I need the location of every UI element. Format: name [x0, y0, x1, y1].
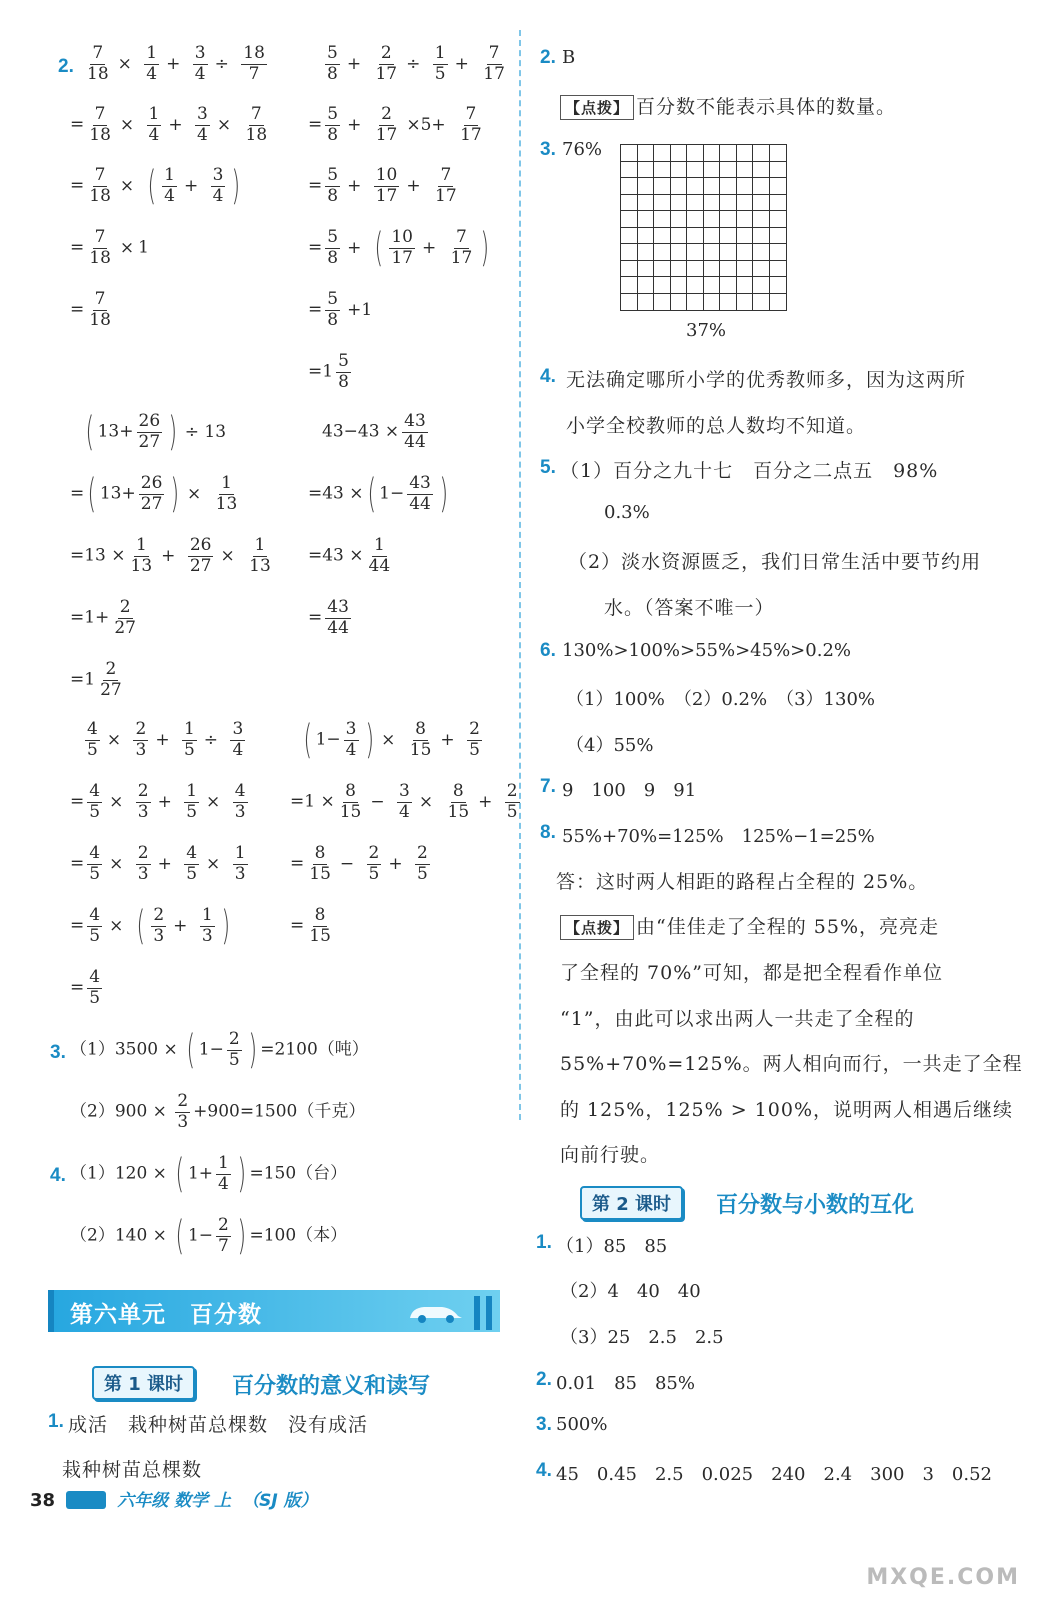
book-edition: （SJ 版） [242, 1491, 318, 1511]
grid-cell [753, 228, 770, 245]
brand-logo-icon [66, 1491, 106, 1509]
calc-e-line4: = $\frac{4}{5}$ × ( $\frac{2}{3}$ + $\frac{1}{3}$ ) [70, 903, 230, 950]
grid-cell [638, 277, 655, 294]
grid-cell [770, 211, 787, 228]
grid-cell [737, 244, 754, 261]
grid-cell [753, 277, 770, 294]
calc-f-line4: = $\frac{8}{15}$ [290, 905, 331, 946]
grid-cell [671, 195, 688, 212]
grid-cell [638, 261, 655, 278]
grid-cell [654, 162, 671, 179]
calc-b-line1: $\frac{5}{8}$ + $\frac{2}{17}$ ÷ $\frac{1}{5}$ + $\frac{7}{17}$ [327, 43, 505, 84]
question-4-label: 4. [50, 1165, 66, 1186]
grid-cell [654, 228, 671, 245]
answer-3-text: 76% [562, 139, 603, 160]
grid-cell [671, 261, 688, 278]
grid-cell [687, 277, 704, 294]
grid-cell [654, 211, 671, 228]
answer-5-label: 5. [540, 457, 556, 478]
lesson2-answer-1-line2: （2）4 40 40 [560, 1281, 701, 1302]
grid-cell [687, 195, 704, 212]
grid-cell [770, 294, 787, 311]
grid-cell [704, 162, 721, 179]
grid-cell [753, 211, 770, 228]
grid-cell [770, 195, 787, 212]
question-3-label: 3. [50, 1042, 66, 1063]
grid-cell [654, 195, 671, 212]
grid-cell [753, 162, 770, 179]
calc-d-line4: = $\frac{43}{44}$ [308, 597, 349, 638]
grid-cell [654, 145, 671, 162]
grid-cell [638, 178, 655, 195]
answer-6-line2: （1）100% （2）0.2% （3）130% [566, 689, 876, 710]
answer-8-tip-line1: 【点拨】 由“佳佳走了全程的 55%，亮亮走 [560, 912, 939, 940]
calc-a-line5: = $\frac{7}{18}$ [70, 289, 111, 330]
answer-4-label: 4. [540, 366, 556, 387]
grid-cell [753, 261, 770, 278]
calc-f-line3: = $\frac{8}{15}$ − $\frac{2}{5}$ + $\frac{2}{5}$ [290, 843, 428, 884]
grid-cell [704, 178, 721, 195]
lesson2-answer-3-text: 500% [556, 1414, 608, 1435]
answer-8-tip-line6: 向前行驶。 [560, 1144, 661, 1166]
q3-part2: （2）900 × $\frac{2}{3}$ +900=1500（千克） [70, 1091, 366, 1132]
grid-cell [720, 211, 737, 228]
calc-a-line1: $\frac{7}{18}$ × $\frac{1}{4}$ + $\frac{3}{4}$ ÷ $\frac{18}{7}$ [87, 43, 265, 84]
grid-cell [720, 145, 737, 162]
grid-cell [621, 195, 638, 212]
calc-d-line2: =43 ×( 1− $\frac{43}{44}$ ) [308, 471, 448, 518]
grid-cell [737, 211, 754, 228]
answer-5-line2: 0.3% [604, 502, 650, 523]
answer-5-line3: （2）淡水资源匮乏，我们日常生活中要节约用 [568, 551, 982, 573]
question-2-label: 2. [58, 56, 74, 77]
answer-2-text: B [562, 47, 576, 68]
unit-title: 第六单元 百分数 [70, 1302, 262, 1328]
grid-cell [720, 178, 737, 195]
lesson-1-title: 百分数的意义和读写 [232, 1374, 431, 1399]
book-title: 六年级 数学 上 [117, 1491, 232, 1511]
grid-cell [621, 294, 638, 311]
grid-cell [770, 228, 787, 245]
grid-cell [737, 228, 754, 245]
answer-4-line1: 无法确定哪所小学的优秀教师多，因为这两所 [566, 369, 967, 391]
answer-7-text: 9 100 9 91 [562, 780, 697, 801]
grid-cell [704, 211, 721, 228]
calc-a-line4: = $\frac{7}{18}$ × 1 [70, 227, 149, 268]
grid-cell [770, 178, 787, 195]
grid-cell [753, 244, 770, 261]
grid-cell [654, 294, 671, 311]
calc-b-line5: = $\frac{5}{8}$ +1 [308, 289, 373, 330]
calc-b-line6: =1 $\frac{5}{8}$ [308, 351, 349, 392]
grid-cell [621, 211, 638, 228]
grid-cell [621, 162, 638, 179]
lesson2-answer-2-label: 2. [536, 1369, 552, 1390]
answer-8-text: 55%+70%=125% 125%−1=25% [562, 826, 875, 847]
grid-cell [671, 178, 688, 195]
lesson2-answer-4-label: 4. [536, 1460, 552, 1481]
lesson2-answer-1-line3: （3）25 2.5 2.5 [560, 1327, 724, 1348]
calc-e-line2: = $\frac{4}{5}$ × $\frac{2}{3}$ + $\frac{1}{5}$ × $\frac{4}{3}$ [70, 781, 246, 822]
grid-cell [770, 277, 787, 294]
answer-6-label: 6. [540, 640, 556, 661]
answer-2-tip: 【点拨】 百分数不能表示具体的数量。 [560, 92, 896, 120]
grid-cell [704, 277, 721, 294]
grid-caption: 37% [686, 320, 727, 341]
calc-c-line5: =1 $\frac{2}{27}$ [70, 659, 122, 700]
answer-8-tip-line4: 55%+70%=125%。两人相向而行，一共走了全程 [560, 1053, 1023, 1075]
answer-3-label: 3. [540, 139, 556, 160]
grid-cell [671, 244, 688, 261]
lesson2-answer-3-label: 3. [536, 1414, 552, 1435]
lesson-2-badge: 第 2 课时 [580, 1186, 683, 1220]
grid-cell [638, 162, 655, 179]
calc-c-line3: =13 × $\frac{1}{13}$ + $\frac{26}{27}$ × $\frac{1}{13}$ [70, 535, 271, 576]
grid-cell [753, 178, 770, 195]
calc-a-line3: = $\frac{7}{18}$ × ( $\frac{1}{4}$ + $\frac{3}{4}$ ) [70, 163, 241, 210]
tip-tag: 【点拨】 [560, 915, 634, 940]
grid-cell [770, 261, 787, 278]
q3-part1: （1）3500 × ( 1− $\frac{2}{5}$ ) =2100（吨） [70, 1027, 369, 1074]
lesson1-q1-line2: 栽种树苗总棵数 [62, 1459, 203, 1481]
grid-cell [671, 145, 688, 162]
grid-cell [671, 162, 688, 179]
grid-cell [737, 261, 754, 278]
grid-cell [737, 294, 754, 311]
lesson1-q1-line1: 成活 栽种树苗总棵数 没有成活 [68, 1414, 369, 1436]
grid-cell [737, 277, 754, 294]
answer-2-label: 2. [540, 47, 556, 68]
grid-cell [687, 162, 704, 179]
grid-cell [638, 294, 655, 311]
grid-cell [753, 195, 770, 212]
lesson-1-badge: 第 1 课时 [92, 1366, 195, 1400]
grid-cell [704, 228, 721, 245]
q4-part2: （2）140 × ( 1− $\frac{2}{7}$ ) =100（本） [70, 1213, 348, 1260]
grid-cell [638, 228, 655, 245]
tip-tag: 【点拨】 [560, 95, 634, 120]
lesson2-answer-1-label: 1. [536, 1232, 552, 1253]
answer-6-line3: （4）55% [566, 735, 654, 756]
grid-cell [737, 195, 754, 212]
grid-cell [687, 145, 704, 162]
calc-e-line5: = $\frac{4}{5}$ [70, 967, 101, 1008]
grid-cell [687, 244, 704, 261]
grid-cell [737, 145, 754, 162]
grid-cell [638, 244, 655, 261]
calc-d-line3: =43 × $\frac{1}{44}$ [308, 535, 391, 576]
grid-cell [687, 211, 704, 228]
grid-cell [704, 244, 721, 261]
grid-cell [671, 211, 688, 228]
answer-8-tip-line5: 的 125%，125% > 100%，说明两人相遇后继续 [560, 1099, 1013, 1121]
hundred-grid [620, 144, 787, 311]
calc-e-line3: = $\frac{4}{5}$ × $\frac{2}{3}$ + $\frac{4}{5}$ × $\frac{1}{3}$ [70, 843, 246, 884]
grid-cell [704, 145, 721, 162]
grid-cell [638, 211, 655, 228]
hundred-grid-cells [620, 144, 787, 311]
page-footer [30, 1486, 318, 1511]
grid-cell [753, 145, 770, 162]
lesson2-answer-1-line1: （1）85 85 [556, 1236, 668, 1257]
grid-cell [654, 244, 671, 261]
calc-f-line2: =1 × $\frac{8}{15}$ − $\frac{3}{4}$ × $\frac{8}{15}$ + $\frac{2}{5}$ [290, 781, 518, 822]
grid-cell [770, 162, 787, 179]
grid-cell [720, 261, 737, 278]
page-number: 38 [30, 1490, 56, 1511]
grid-cell [671, 277, 688, 294]
q4-part1: （1）120 × ( 1+ $\frac{1}{4}$ ) =150（台） [70, 1151, 348, 1198]
answer-8-label: 8. [540, 822, 556, 843]
calc-c-line1: ( 13+ $\frac{26}{27}$ ) ÷ 13 [85, 409, 227, 456]
grid-cell [770, 145, 787, 162]
answer-6-line1: 130%>100%>55%>45%>0.2% [562, 640, 851, 661]
grid-cell [621, 145, 638, 162]
answer-4-line2: 小学全校教师的总人数均不知道。 [566, 415, 867, 437]
watermark: MXQE.COM [866, 1565, 1020, 1590]
grid-cell [687, 228, 704, 245]
calc-d-line1: 43−43 × $\frac{43}{44}$ [322, 411, 426, 452]
calc-c-line2: =( 13+ $\frac{26}{27}$ ) × $\frac{1}{13}$ [70, 471, 238, 518]
answer-8-reply: 答：这时两人相距的路程占全程的 25%。 [556, 871, 929, 893]
lesson-2-title: 百分数与小数的互化 [716, 1193, 915, 1218]
car-icon [406, 1300, 466, 1324]
calc-c-line4: =1+ $\frac{2}{27}$ [70, 597, 136, 638]
calc-a-line2: = $\frac{7}{18}$ × $\frac{1}{4}$ + $\frac{3}{4}$ × $\frac{7}{18}$ [70, 104, 268, 145]
calc-b-line4: = $\frac{5}{8}$ + ( $\frac{10}{17}$ + $\frac{7}{17}$ ) [308, 225, 490, 272]
grid-cell [720, 277, 737, 294]
grid-cell [720, 294, 737, 311]
answer-5-line1: （1）百分之九十七 百分之二点五 98% [560, 460, 939, 482]
grid-cell [654, 178, 671, 195]
grid-cell [621, 244, 638, 261]
grid-cell [638, 195, 655, 212]
grid-cell [671, 228, 688, 245]
grid-cell [737, 162, 754, 179]
calc-e-line1: $\frac{4}{5}$ × $\frac{2}{3}$ + $\frac{1}{5}$ ÷ $\frac{3}{4}$ [87, 719, 244, 760]
unit-banner [48, 1290, 500, 1332]
grid-cell [704, 294, 721, 311]
calc-f-line1: ( 1− $\frac{3}{4}$ ) × $\frac{8}{15}$ + $\frac{2}{5}$ [303, 717, 480, 764]
grid-cell [704, 195, 721, 212]
grid-cell [687, 178, 704, 195]
answer-8-tip-line2: 了全程的 70%”可知，都是把全程看作单位 [560, 962, 943, 984]
grid-cell [737, 178, 754, 195]
grid-cell [770, 244, 787, 261]
grid-cell [720, 162, 737, 179]
grid-cell [671, 294, 688, 311]
banner-bar [486, 1296, 492, 1330]
grid-cell [638, 145, 655, 162]
grid-cell [687, 294, 704, 311]
grid-cell [621, 178, 638, 195]
lesson2-answer-4-text: 45 0.45 2.5 0.025 240 2.4 300 3 0.52 [556, 1464, 993, 1485]
grid-cell [720, 228, 737, 245]
grid-cell [654, 261, 671, 278]
grid-cell [753, 294, 770, 311]
answer-5-line4: 水。（答案不唯一） [604, 597, 775, 619]
column-divider [519, 30, 521, 1120]
calc-b-line2: = $\frac{5}{8}$ + $\frac{2}{17}$ ×5+ $\frac{7}{17}$ [308, 104, 482, 145]
grid-cell [654, 277, 671, 294]
lesson2-answer-2-text: 0.01 85 85% [556, 1373, 695, 1394]
answer-8-tip-line3: “1”，由此可以求出两人一共走了全程的 [560, 1008, 915, 1030]
grid-cell [704, 261, 721, 278]
grid-cell [720, 195, 737, 212]
grid-cell [621, 228, 638, 245]
lesson1-question-1-label: 1. [48, 1411, 64, 1432]
grid-cell [621, 261, 638, 278]
grid-cell [687, 261, 704, 278]
answer-7-label: 7. [540, 776, 556, 797]
grid-cell [621, 277, 638, 294]
banner-bar [474, 1296, 480, 1330]
grid-cell [720, 244, 737, 261]
calc-b-line3: = $\frac{5}{8}$ + $\frac{10}{17}$ + $\frac{7}{17}$ [308, 165, 457, 206]
